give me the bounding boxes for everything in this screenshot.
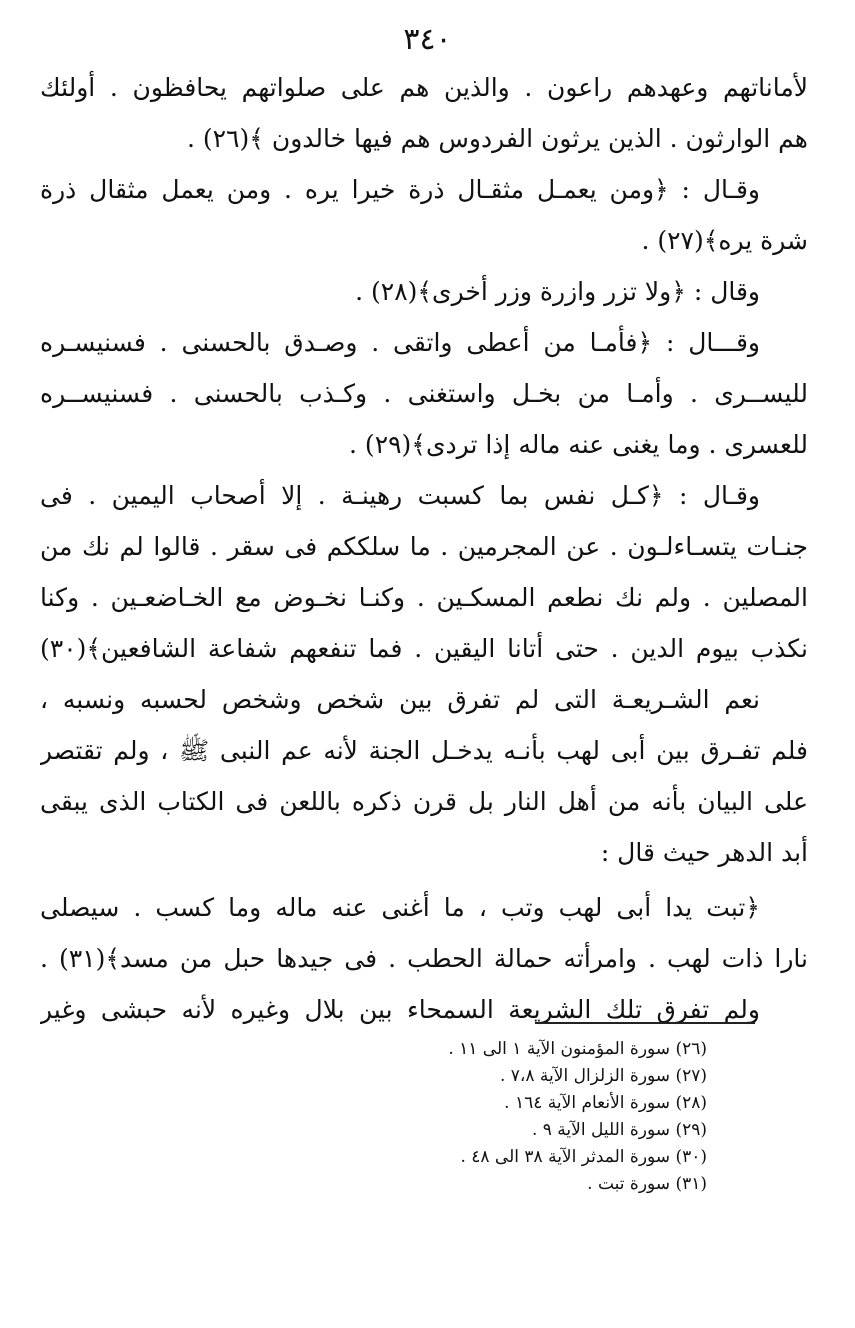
footnote: (٢٩) سورة الليل الآية ٩ . (531, 1120, 707, 1140)
text-line: للعسرى . وما يغنى عنه ماله إذا تردى﴾(٢٩) . (349, 430, 808, 459)
text-line: شرة يره﴾(٢٧) . (641, 226, 808, 255)
footnote: (٢٧) سورة الزلزال الآية ٧،٨ . (499, 1066, 707, 1086)
text-line: جنـات يتسـاءلـون . عن المجرمين . ما سلككم فى سقر . قالوا لم نك من (40, 532, 808, 561)
text-line: لأماناتهم وعهدهم راعون . والذين هم على صلواتهم يحافظون . أولئك (40, 73, 808, 102)
text-line: نكذب بيوم الدين . حتى أتانا اليقين . فما تنفعهم شفاعة الشافعين﴾(٣٠) (40, 634, 808, 663)
text-line: وقـال : ﴿كـل نفس بما كسبت رهينـة . إلا أصحاب اليمين . فى (40, 481, 760, 510)
text-line: ﴿تبت يدا أبى لهب وتب ، ما أغنى عنه ماله وما كسب . سيصلى (40, 893, 760, 922)
footnote: (٢٦) سورة المؤمنون الآية ١ الى ١١ . (448, 1039, 707, 1059)
page-number: ٣٤٠ (403, 22, 452, 57)
text-line: نارا ذات لهب . وامرأته حمالة الحطب . فى جيدها حبل من مسد﴾(٣١) . (40, 944, 808, 973)
text-line: أبد الدهر حيث قال : (600, 838, 808, 867)
text-line: وقـال : ﴿ومن يعمـل مثقـال ذرة خيرا يره . ومن يعمل مثقال ذرة (40, 175, 760, 204)
body-text (40, 62, 808, 1035)
text-line: وقال : ﴿ولا تزر وازرة وزر أخرى﴾(٢٨) . (355, 277, 760, 306)
text-line: وقـــال : ﴿فأمـا من أعطى واتقى . وصـدق بالحسنى . فسنيسـره (40, 328, 760, 357)
text-line: لليســرى . وأمـا من بخـل واستغنى . وكـذب بالحسنى . فسنيســره (40, 379, 808, 408)
text-line: نعم الشـريعـة التى لم تفرق بين شخص وشخص لحسبه ونسبه ، (40, 685, 760, 714)
footnote-divider (535, 1022, 755, 1024)
footnotes (287, 1036, 707, 1198)
footnote: (٣٠) سورة المدثر الآية ٣٨ الى ٤٨ . (460, 1147, 707, 1167)
text-line: ولم تفرق تلك الشريعة السمحاء بين بلال وغيره لأنه حبشى وغير (40, 995, 760, 1024)
footnote: (٢٨) سورة الأنعام الآية ١٦٤ . (504, 1093, 707, 1113)
text-line: المصلين . ولم نك نطعم المسكـين . وكنـا نخـوض مع الخـاضعـين . وكنا (40, 583, 808, 612)
text-line: فلم تفـرق بين أبى لهب بأنـه يدخـل الجنة لأنه عم النبى ﷺ ، ولم تقتصر (40, 736, 808, 765)
footnote: (٣١) سورة تبت . (587, 1174, 707, 1194)
text-line: على البيان بأنه من أهل النار بل قرن ذكره باللعن فى الكتاب الذى يبقى (40, 787, 808, 816)
text-line: هم الوارثون . الذين يرثون الفردوس هم فيها خالدون ﴾(٢٦) . (186, 124, 808, 153)
